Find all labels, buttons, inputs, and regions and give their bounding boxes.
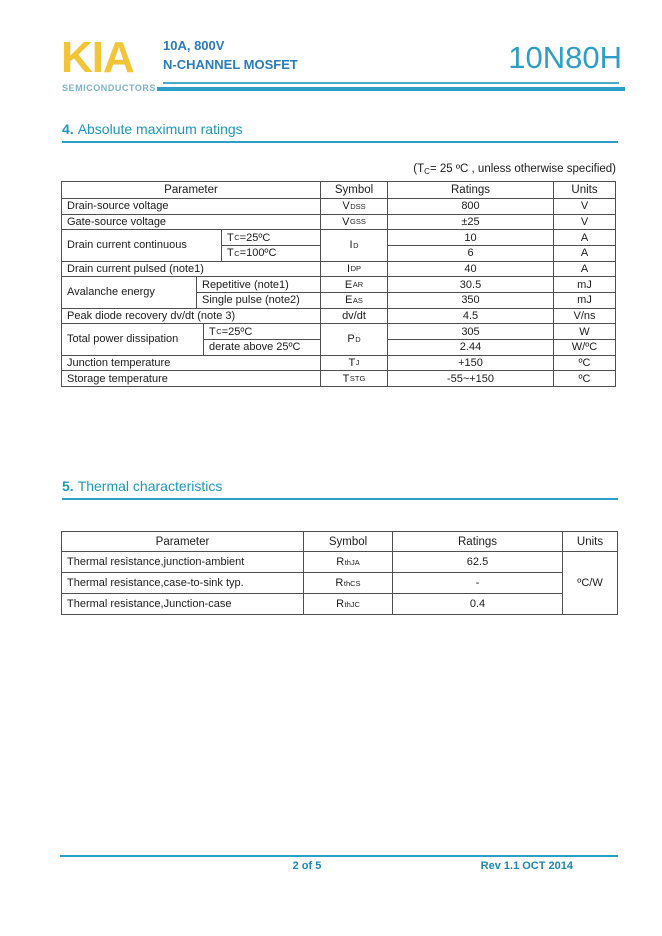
- t1-drain-pulsed-symbol: I DP: [321, 262, 388, 278]
- t1-avalanche-unit-single: mJ: [554, 293, 616, 309]
- t2-rthjc-param: Thermal resistance,Junction-case: [62, 594, 304, 615]
- kia-logo: KIA: [61, 33, 134, 82]
- t1-power-rating-25: 305: [388, 324, 554, 340]
- t1-drain-cont-symbol: I D: [321, 230, 388, 261]
- t1-junction-symbol: T J: [321, 356, 388, 372]
- t1-power-rating-derate: 2.44: [388, 340, 554, 356]
- t1-power-cond-derate: derate above 25ºC: [204, 340, 321, 356]
- t1-avalanche-rating-single: 350: [388, 293, 554, 309]
- t1-drain-cont-param: Drain current continuous: [62, 230, 222, 261]
- t1-header-ratings: Ratings: [388, 182, 554, 199]
- t1-junction-rating: +150: [388, 356, 554, 372]
- t1-peak-diode-unit: V/ns: [554, 309, 616, 325]
- t1-drain-pulsed-unit: A: [554, 262, 616, 278]
- t1-drain-pulsed-param: Drain current pulsed (note1): [62, 262, 321, 278]
- t1-avalanche-param: Avalanche energy: [62, 277, 197, 308]
- t1-avalanche-single: Single pulse (note2): [197, 293, 321, 309]
- t1-header-symbol: Symbol: [321, 182, 388, 199]
- section4-title: Absolute maximum ratings: [77, 121, 243, 137]
- t1-power-symbol: P D: [321, 324, 388, 355]
- t1-avalanche-unit-rep: mJ: [554, 277, 616, 293]
- t1-drain-pulsed-rating: 40: [388, 262, 554, 278]
- t1-junction-unit: ºC: [554, 356, 616, 372]
- t1-power-param: Total power dissipation: [62, 324, 204, 355]
- t2-rthcs-symbol: R thCS: [304, 573, 393, 594]
- t2-units-value: ºC/W: [563, 552, 618, 615]
- footer-page-number: 2 of 5: [292, 860, 322, 872]
- t1-storage-unit: ºC: [554, 371, 616, 387]
- kia-logo-subtext: SEMICONDUCTORS: [62, 83, 157, 93]
- t1-power-unit-derate: W/ºC: [554, 340, 616, 356]
- t1-avalanche-repetitive: Repetitive (note1): [197, 277, 321, 293]
- part-number: 10N80H: [508, 40, 622, 75]
- t1-drain-cont-cond-25: T C =25ºC: [222, 230, 321, 246]
- t1-gate-source-param: Gate-source voltage: [62, 215, 321, 231]
- section5-underline: [62, 498, 618, 500]
- t1-drain-source-symbol: V DSS: [321, 199, 388, 215]
- footer-revision: Rev 1.1 OCT 2014: [480, 860, 573, 872]
- t2-header-ratings: Ratings: [393, 532, 563, 552]
- t1-gate-source-symbol: V GSS: [321, 215, 388, 231]
- header-device-line: N-CHANNEL MOSFET: [163, 57, 298, 72]
- t1-gate-source-rating: ±25: [388, 215, 554, 231]
- t2-header-symbol: Symbol: [304, 532, 393, 552]
- t1-storage-rating: -55~+150: [388, 371, 554, 387]
- t1-avalanche-symbol-eas: E AS: [321, 293, 388, 309]
- header-rule-thick: [157, 87, 625, 92]
- t1-gate-source-unit: V: [554, 215, 616, 231]
- t1-peak-diode-symbol: dv/dt: [321, 309, 388, 325]
- t1-header-parameter: Parameter: [62, 182, 321, 199]
- section5-heading: [62, 478, 222, 494]
- thermal-characteristics-table: [61, 531, 618, 615]
- conditions-caption: (TC= 25 ºC , unless otherwise specified): [413, 163, 616, 176]
- section4-underline: [62, 141, 618, 143]
- t1-avalanche-symbol-ear: E AR: [321, 277, 388, 293]
- t1-drain-cont-cond-100: T C =100ºC: [222, 246, 321, 262]
- header-rule-thin: [163, 82, 619, 84]
- t1-power-unit-25: W: [554, 324, 616, 340]
- t2-header-units: Units: [563, 532, 618, 552]
- t1-drain-source-param: Drain-source voltage: [62, 199, 321, 215]
- t1-power-cond-25: T C =25ºC: [204, 324, 321, 340]
- t1-drain-cont-rating-25: 10: [388, 230, 554, 246]
- section4-number: 4.: [62, 121, 74, 137]
- t2-rthja-param: Thermal resistance,junction-ambient: [62, 552, 304, 573]
- t2-header-parameter: Parameter: [62, 532, 304, 552]
- t2-rthcs-rating: -: [393, 573, 563, 594]
- t2-rthcs-param: Thermal resistance,case-to-sink typ.: [62, 573, 304, 594]
- header-device-info: [163, 36, 298, 74]
- section5-number: 5.: [62, 478, 74, 494]
- t1-drain-cont-rating-100: 6: [388, 246, 554, 262]
- t1-peak-diode-rating: 4.5: [388, 309, 554, 325]
- t1-peak-diode-param: Peak diode recovery dv/dt (note 3): [62, 309, 321, 325]
- t1-header-units: Units: [554, 182, 616, 199]
- t2-rthja-rating: 62.5: [393, 552, 563, 573]
- t1-junction-param: Junction temperature: [62, 356, 321, 372]
- section4-heading: [62, 121, 243, 137]
- t1-storage-param: Storage temperature: [62, 371, 321, 387]
- t1-drain-source-unit: V: [554, 199, 616, 215]
- footer-rule: [60, 855, 618, 857]
- abs-max-ratings-table: [61, 181, 616, 387]
- header-rating-line: 10A, 800V: [163, 38, 225, 53]
- t1-storage-symbol: T STG: [321, 371, 388, 387]
- t2-rthja-symbol: R thJA: [304, 552, 393, 573]
- section5-title: Thermal characteristics: [77, 478, 223, 494]
- t2-rthjc-symbol: R thJC: [304, 594, 393, 615]
- t1-drain-cont-unit-25: A: [554, 230, 616, 246]
- t2-rthjc-rating: 0.4: [393, 594, 563, 615]
- t1-avalanche-rating-rep: 30.5: [388, 277, 554, 293]
- t1-drain-source-rating: 800: [388, 199, 554, 215]
- t1-drain-cont-unit-100: A: [554, 246, 616, 262]
